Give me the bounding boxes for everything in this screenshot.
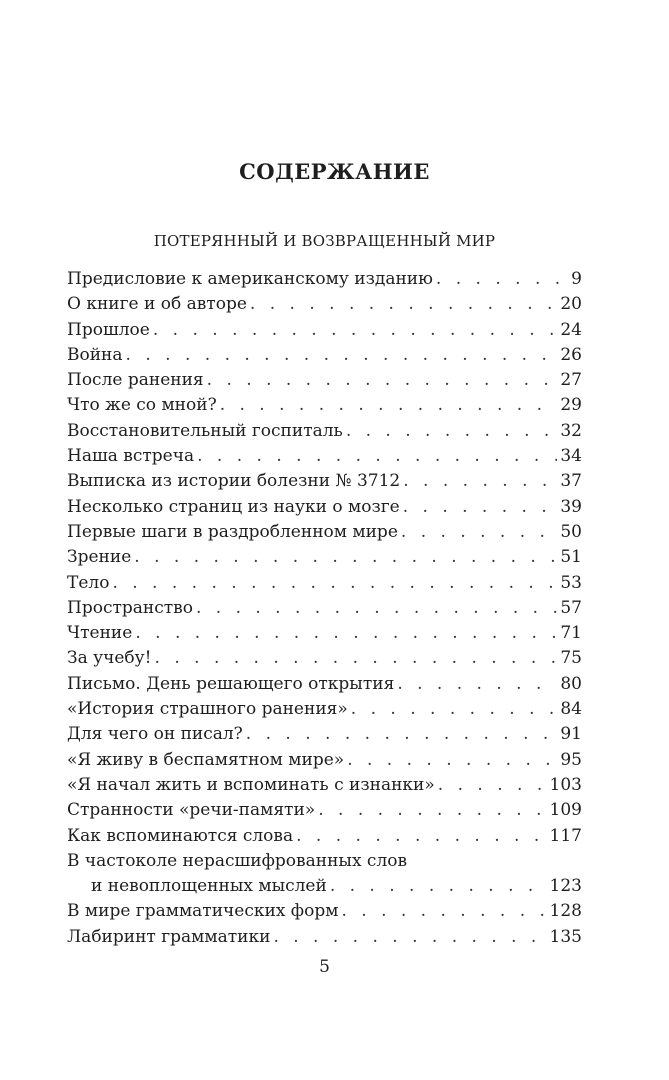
toc-entry bbox=[67, 469, 582, 494]
dot-leader bbox=[207, 368, 558, 393]
toc-entry-page: 51 bbox=[560, 547, 582, 568]
section-title: ПОТЕРЯННЫЙ И ВОЗВРАЩЕННЫЙ МИР bbox=[153, 232, 496, 250]
toc-entry-page: 84 bbox=[560, 699, 582, 720]
toc-entry bbox=[67, 748, 582, 773]
toc-entry-page: 75 bbox=[560, 648, 582, 669]
toc-entry bbox=[67, 368, 582, 393]
toc-entry-title: «Я начал жить и вспоминать с изнанки» bbox=[67, 774, 435, 795]
dot-leader bbox=[197, 444, 557, 469]
dot-leader bbox=[403, 495, 558, 520]
toc-entry-title: Странности «речи-памяти» bbox=[67, 800, 316, 821]
toc-entry-page: 128 bbox=[549, 901, 582, 922]
dot-leader bbox=[403, 469, 557, 494]
dot-leader bbox=[401, 520, 557, 545]
toc-entry-title: Несколько страниц из науки о мозге bbox=[67, 496, 400, 517]
toc-entry-title: Лабиринт грамматики bbox=[67, 926, 271, 947]
toc-entry bbox=[67, 343, 582, 368]
toc-entry-page: 34 bbox=[560, 446, 582, 467]
dot-leader bbox=[347, 748, 557, 773]
toc-entry-title-continued: и невоплощенных мыслей bbox=[91, 876, 327, 897]
dot-leader bbox=[351, 697, 558, 722]
toc-entry bbox=[67, 292, 582, 317]
toc-entry-title: Тело bbox=[67, 572, 110, 593]
toc-entry-title: В мире грамматических форм bbox=[67, 901, 339, 922]
page-number: 5 bbox=[319, 957, 330, 977]
toc-entry-title: Наша встреча bbox=[67, 446, 195, 467]
table-of-contents bbox=[67, 267, 582, 950]
toc-entry bbox=[67, 773, 582, 798]
toc-entry-title: «История страшного ранения» bbox=[67, 699, 348, 720]
toc-entry bbox=[67, 596, 582, 621]
toc-entry-page: 39 bbox=[560, 496, 582, 517]
toc-entry-title: Зрение bbox=[67, 547, 132, 568]
toc-entry-page: 37 bbox=[560, 471, 582, 492]
toc-entry bbox=[67, 824, 582, 849]
toc-entry bbox=[67, 646, 582, 671]
dot-leader bbox=[296, 824, 546, 849]
toc-entry bbox=[67, 697, 582, 722]
toc-entry-title: Чтение bbox=[67, 623, 133, 644]
dot-leader bbox=[134, 545, 557, 570]
dot-leader bbox=[246, 722, 558, 747]
toc-entry-continuation bbox=[67, 874, 582, 899]
toc-entry-page: 50 bbox=[560, 521, 582, 542]
toc-entry-page: 123 bbox=[549, 876, 582, 897]
dot-leader bbox=[250, 292, 557, 317]
toc-entry-page: 53 bbox=[560, 572, 582, 593]
toc-entry bbox=[67, 621, 582, 646]
toc-entry bbox=[67, 444, 582, 469]
dot-leader bbox=[196, 596, 557, 621]
dot-leader bbox=[273, 925, 546, 950]
toc-entry bbox=[67, 672, 582, 697]
toc-entry bbox=[67, 520, 582, 545]
toc-entry bbox=[67, 393, 582, 418]
toc-entry-page: 32 bbox=[560, 420, 582, 441]
toc-entry-page: 24 bbox=[560, 319, 582, 340]
dot-leader bbox=[155, 646, 558, 671]
toc-entry-page: 29 bbox=[560, 395, 582, 416]
toc-entry-page: 20 bbox=[560, 294, 582, 315]
toc-entry-title: За учебу! bbox=[67, 648, 152, 669]
toc-entry-title: Как вспоминаются слова bbox=[67, 825, 294, 846]
toc-entry bbox=[67, 318, 582, 343]
toc-entry-title: Прошлое bbox=[67, 319, 150, 340]
toc-entry-page: 9 bbox=[571, 269, 582, 289]
dot-leader bbox=[220, 393, 558, 418]
toc-entry bbox=[67, 495, 582, 520]
toc-entry-page: 109 bbox=[549, 800, 582, 821]
dot-leader bbox=[126, 343, 558, 368]
toc-entry-title: Восстановительный госпиталь bbox=[67, 420, 343, 441]
toc-entry-page: 80 bbox=[560, 673, 582, 694]
toc-entry-title: Война bbox=[67, 344, 123, 365]
dot-leader bbox=[436, 267, 568, 292]
toc-entry-page: 91 bbox=[560, 724, 582, 745]
toc-entry-title: После ранения bbox=[67, 370, 204, 391]
toc-entry bbox=[67, 849, 582, 900]
toc-entry bbox=[67, 545, 582, 570]
dot-leader bbox=[330, 874, 547, 899]
dot-leader bbox=[112, 571, 557, 596]
toc-entry-page: 26 bbox=[560, 344, 582, 365]
page-title: СОДЕРЖАНИЕ bbox=[239, 159, 430, 184]
toc-entry bbox=[67, 899, 582, 924]
toc-entry-title: Письмо. День решающего открытия bbox=[67, 673, 395, 694]
toc-entry-title: О книге и об авторе bbox=[67, 294, 247, 315]
toc-entry bbox=[67, 571, 582, 596]
toc-entry-page: 57 bbox=[560, 597, 582, 618]
toc-entry bbox=[67, 722, 582, 747]
toc-entry bbox=[67, 798, 582, 823]
toc-entry-page: 117 bbox=[549, 825, 582, 846]
toc-entry-title: В частоколе нерасшифрованных слов bbox=[67, 850, 408, 871]
toc-entry-title: Для чего он писал? bbox=[67, 724, 243, 745]
toc-entry-page: 135 bbox=[549, 926, 582, 947]
dot-leader bbox=[397, 672, 557, 697]
toc-entry-title: Что же со мной? bbox=[67, 395, 217, 416]
toc-entry-title: Первые шаги в раздробленном мире bbox=[67, 521, 398, 542]
toc-entry-page: 103 bbox=[549, 774, 582, 795]
toc-entry bbox=[67, 419, 582, 444]
toc-entry-page: 27 bbox=[560, 370, 582, 391]
toc-entry-title: «Я живу в беспамятном мире» bbox=[67, 749, 345, 770]
toc-entry-title: Выписка из истории болезни № 3712 bbox=[67, 471, 401, 492]
dot-leader bbox=[346, 419, 558, 444]
toc-entry-title: Пространство bbox=[67, 597, 193, 618]
dot-leader bbox=[438, 773, 547, 798]
toc-entry bbox=[67, 267, 582, 292]
dot-leader bbox=[318, 798, 546, 823]
toc-entry-title: Предисловие к американскому изданию bbox=[67, 269, 433, 289]
toc-entry bbox=[67, 925, 582, 950]
toc-entry-page: 95 bbox=[560, 749, 582, 770]
dot-leader bbox=[153, 318, 558, 343]
dot-leader bbox=[135, 621, 557, 646]
toc-entry-page: 71 bbox=[560, 623, 582, 644]
dot-leader bbox=[341, 899, 546, 924]
